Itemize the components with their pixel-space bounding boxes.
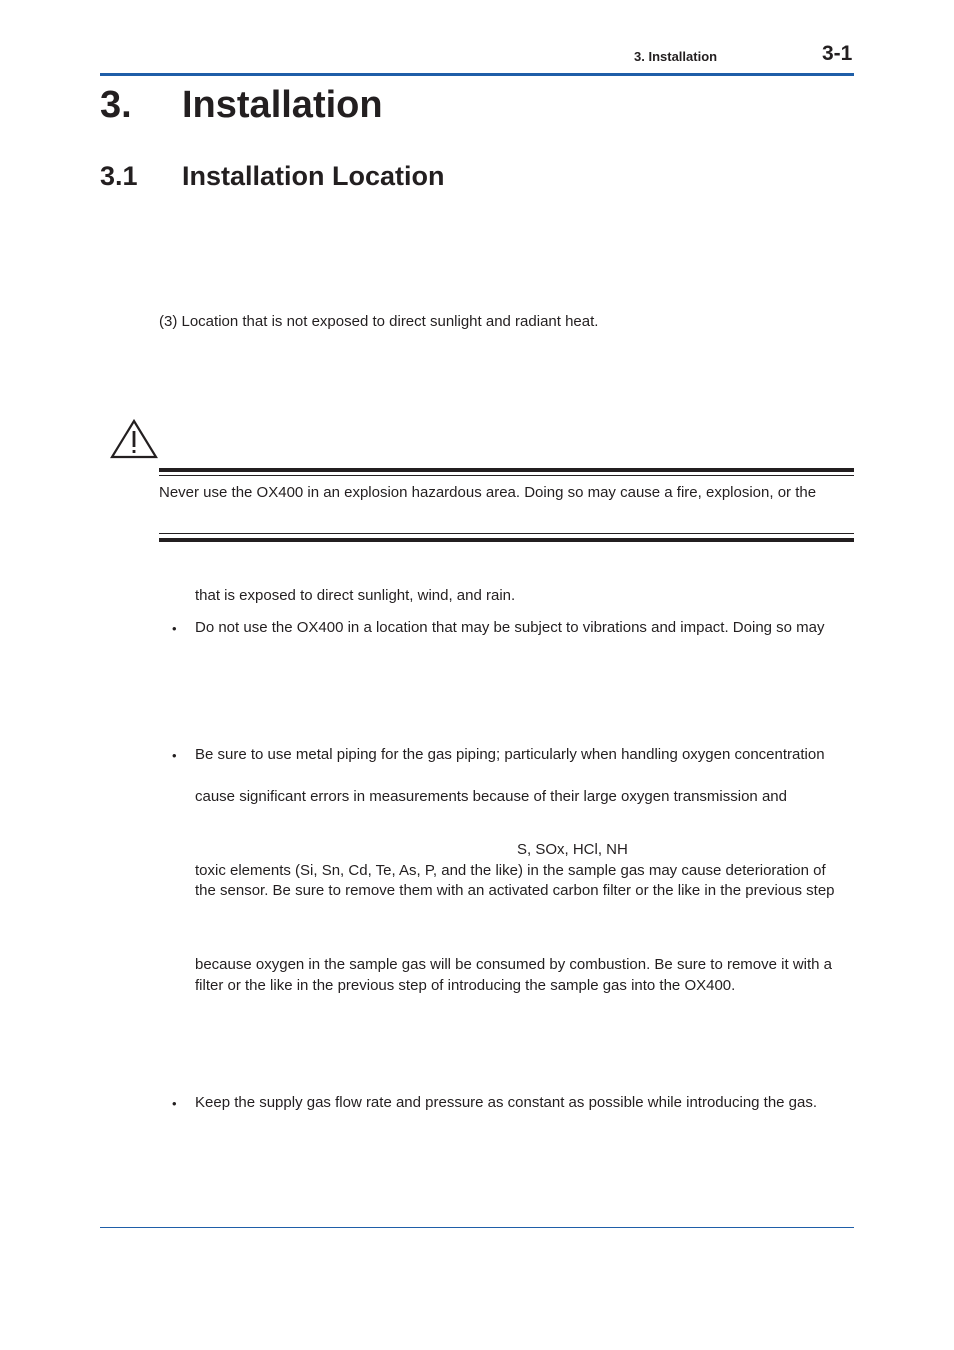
text-line: that is exposed to direct sunlight, wind, and rain. <box>195 587 516 604</box>
chapter-number: 3. <box>100 84 132 126</box>
text-line: because oxygen in the sample gas will be consumed by combustion. Be sure to remove it with a <box>195 956 833 973</box>
warning-text: Never use the OX400 in an explosion hazardous area. Doing so may cause a fire, explosion, or the <box>159 484 817 501</box>
section-title: Installation Location <box>182 161 445 191</box>
text-line: toxic elements (Si, Sn, Cd, Te, As, P, and the like) in the sample gas may cause deterioration of <box>195 862 826 879</box>
text-line: Be sure to use metal piping for the gas piping; particularly when handling oxygen concentration <box>195 746 825 763</box>
header-rule <box>100 73 854 76</box>
bullet: • <box>172 1096 177 1111</box>
warning-rule-top-thick <box>159 468 854 472</box>
warning-rule-bottom-thick <box>159 538 854 542</box>
bullet: • <box>172 621 177 636</box>
text-line: filter or the like in the previous step of introducing the sample gas into the OX400. <box>195 977 736 994</box>
warning-rule-top-thin <box>159 475 854 476</box>
footer-rule <box>100 1227 854 1228</box>
text-line: cause significant errors in measurements because of their large oxygen transmission and <box>195 788 787 805</box>
text-line: Keep the supply gas flow rate and pressure as constant as possible while introducing the gas. <box>195 1094 818 1111</box>
chapter-title: Installation <box>182 84 383 126</box>
running-header-section: 3. Installation <box>634 49 718 64</box>
text-line: S, SOx, HCl, NH <box>517 841 628 858</box>
page-number: 3-1 <box>822 42 853 65</box>
warning-rule-bottom-thin <box>159 533 854 534</box>
location-item-3: (3) Location that is not exposed to direct sunlight and radiant heat. <box>159 313 599 330</box>
bullet: • <box>172 748 177 763</box>
text-line: Do not use the OX400 in a location that may be subject to vibrations and impact. Doing so may <box>195 619 825 636</box>
section-number: 3.1 <box>100 161 138 191</box>
warning-triangle-icon <box>110 419 158 459</box>
text-line: the sensor. Be sure to remove them with an activated carbon filter or the like in the previous step <box>195 882 835 899</box>
